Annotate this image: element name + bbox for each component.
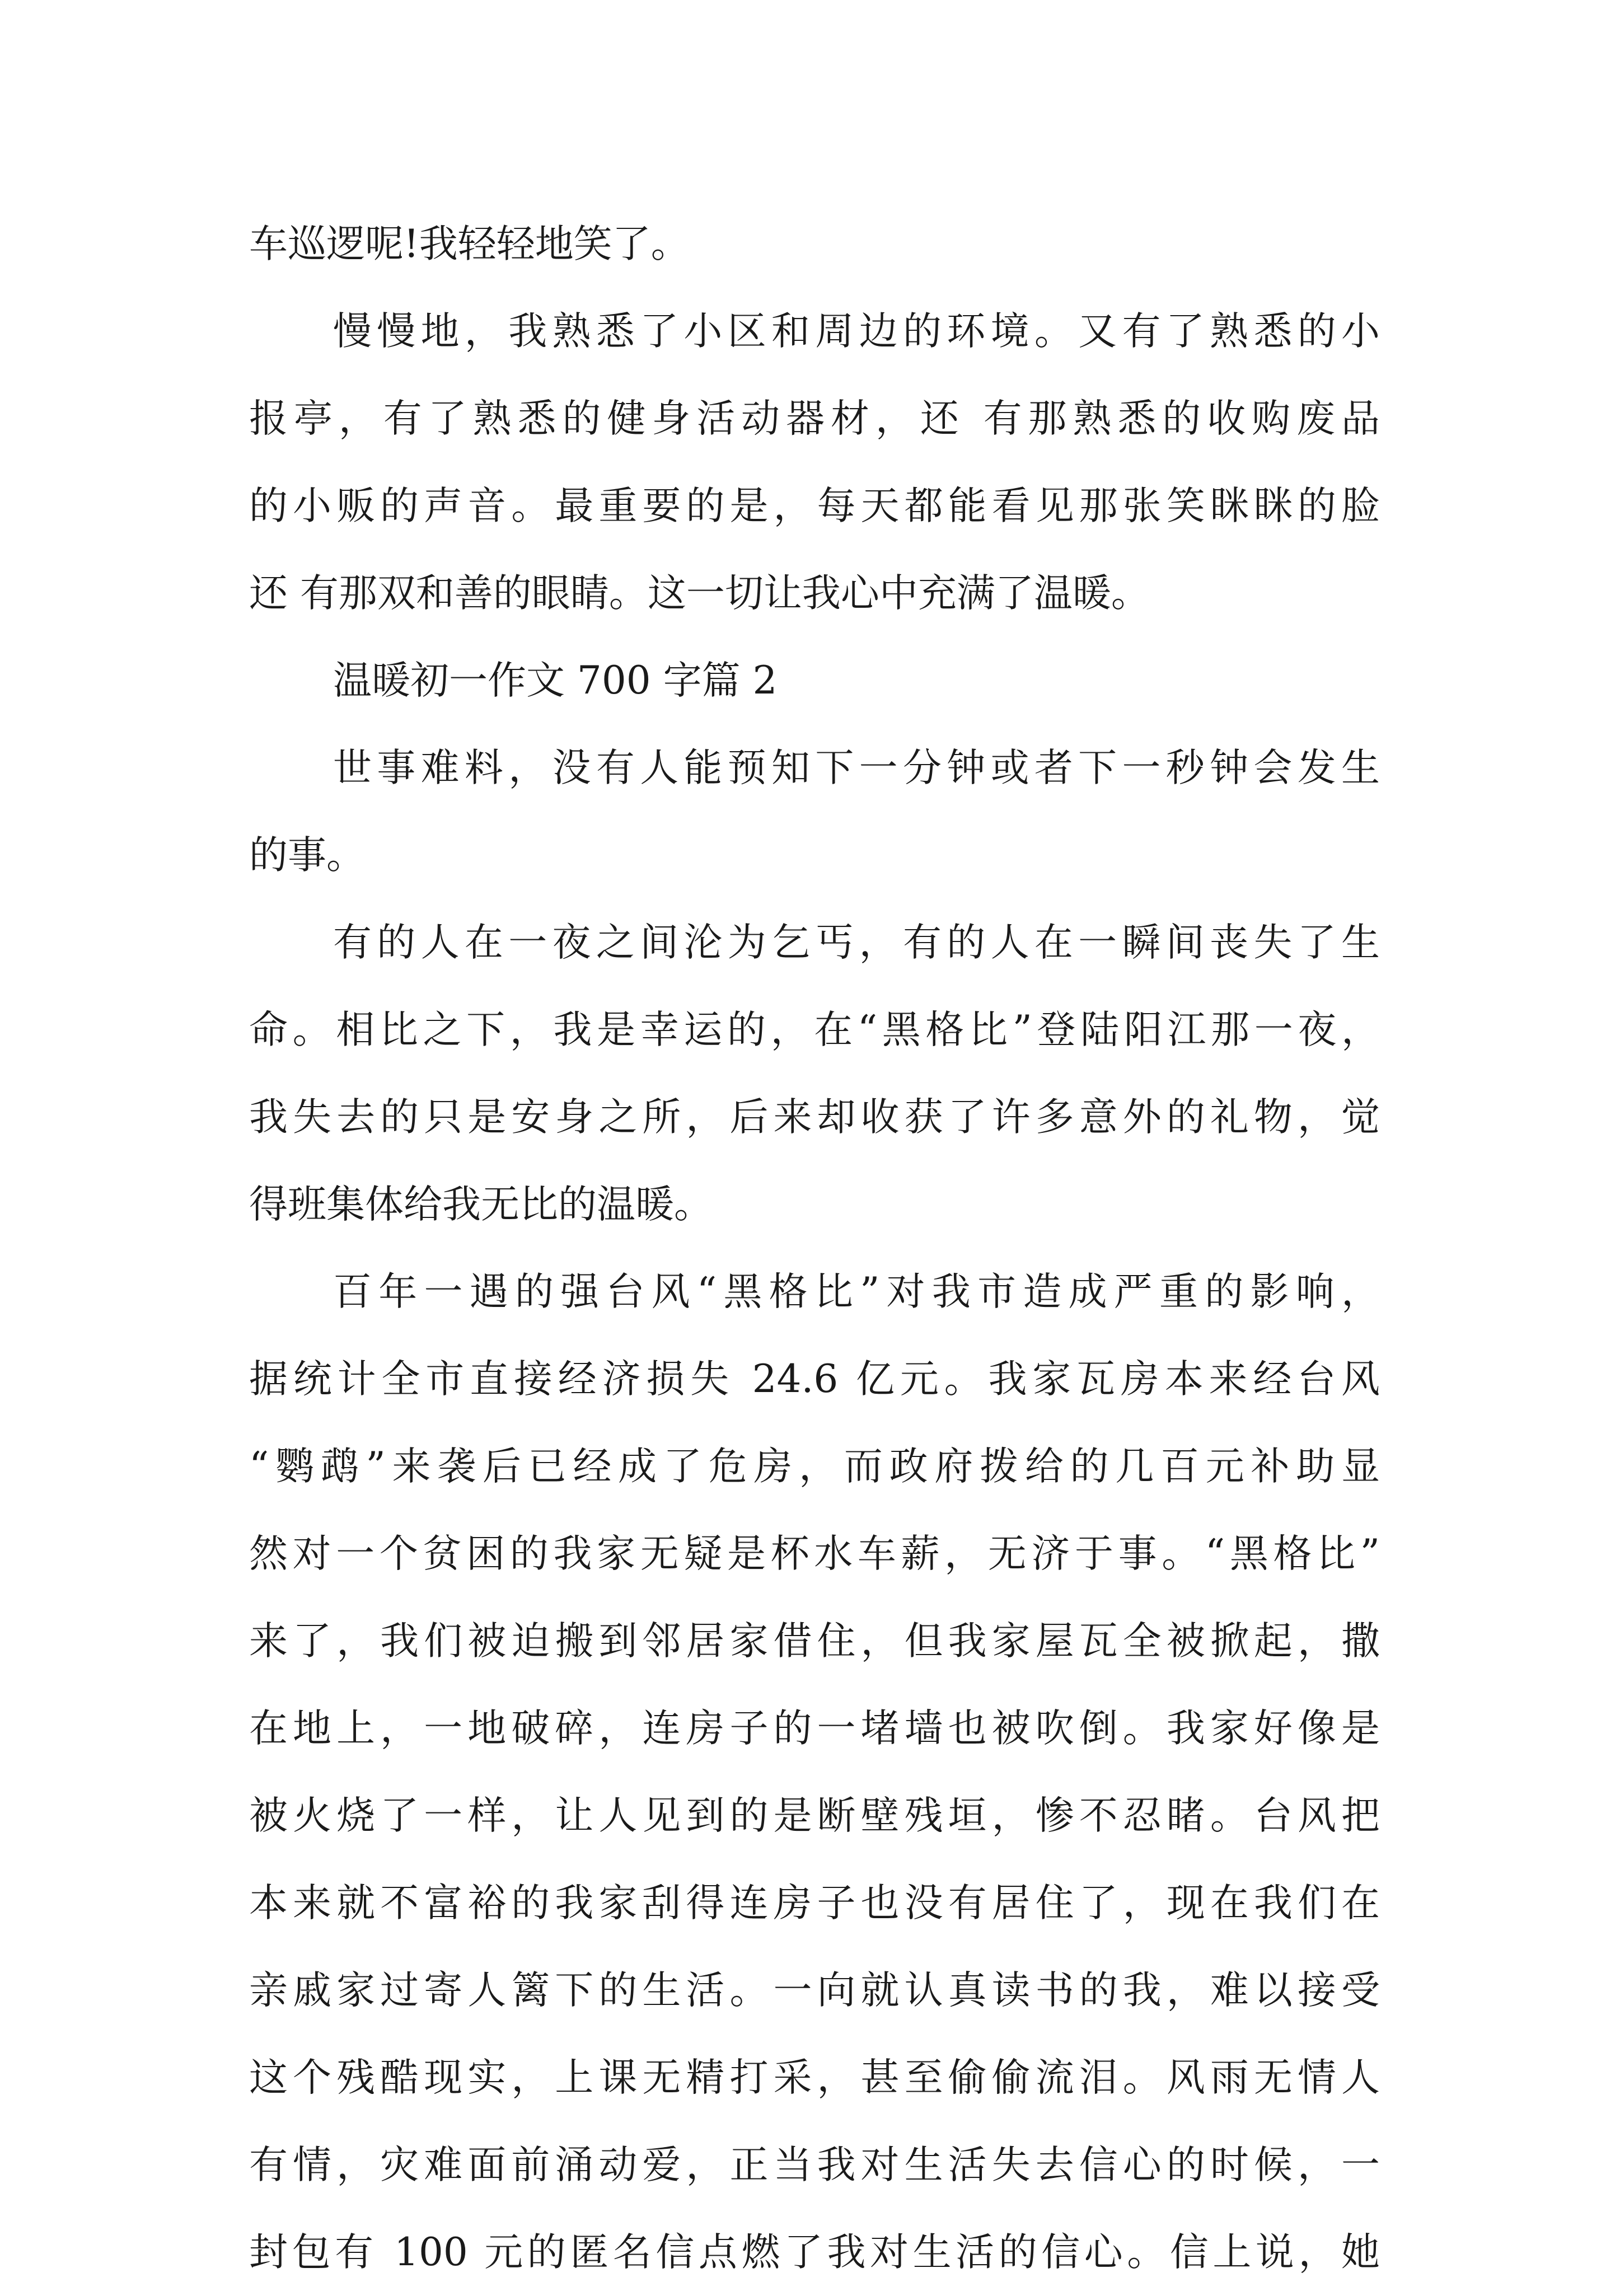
text-line: 命。相比之下，我是幸运的，在“黑格比”登陆阳江那一夜， <box>249 1008 1380 1052</box>
text-line: 得班集体给我无比的温暖。 <box>249 1182 713 1227</box>
text-line: 世事难料，没有人能预知下一分钟或者下一秒钟会发生 <box>333 746 1380 790</box>
document-body <box>249 200 1380 2296</box>
text-line: 有情，灾难面前涌动爱，正当我对生活失去信心的时候，一 <box>249 2143 1380 2187</box>
text-line: 我失去的只是安身之所，后来却收获了许多意外的礼物，觉 <box>249 1095 1380 1140</box>
text-line: 有的人在一夜之间沦为乞丐，有的人在一瞬间丧失了生 <box>333 920 1380 965</box>
text-line: 本来就不富裕的我家刮得连房子也没有居住了，现在我们在 <box>249 1881 1380 1925</box>
text-line: 温暖初一作文 700 字篇 2 <box>333 658 778 703</box>
text-line: 的小贩的声音。最重要的是，每天都能看见那张笑眯眯的脸 <box>249 484 1380 528</box>
text-line: 车巡逻呢!我轻轻地笑了。 <box>249 222 690 266</box>
text-line: 然对一个贫困的我家无疑是杯水车薪，无济于事。“黑格比” <box>249 1531 1380 1576</box>
text-line: 来了，我们被迫搬到邻居家借住，但我家屋瓦全被掀起，撒 <box>249 1619 1380 1664</box>
text-line: 在地上，一地破碎，连房子的一堵墙也被吹倒。我家好像是 <box>249 1706 1380 1751</box>
text-line: 还 有那双和善的眼睛。这一切让我心中充满了温暖。 <box>249 571 1150 616</box>
text-line: 被火烧了一样，让人见到的是断壁残垣，惨不忍睹。台风把 <box>249 1793 1380 1838</box>
text-line: 据统计全市直接经济损失 24.6 亿元。我家瓦房本来经台风 <box>249 1357 1380 1402</box>
text-line: 的事。 <box>249 833 365 878</box>
text-line: 亲戚家过寄人篱下的生活。一向就认真读书的我，难以接受 <box>249 1968 1380 2013</box>
text-line: “鹦鹉”来袭后已经成了危房，而政府拨给的几百元补助显 <box>249 1444 1380 1489</box>
text-line: 封包有 100 元的匿名信点燃了我对生活的信心。信上说，她 <box>249 2230 1380 2275</box>
text-line: 百年一遇的强台风“黑格比”对我市造成严重的影响， <box>333 1269 1380 1314</box>
text-line: 慢慢地，我熟悉了小区和周边的环境。又有了熟悉的小 <box>333 309 1380 354</box>
text-line: 报亭，有了熟悉的健身活动器材，还 有那熟悉的收购废品 <box>249 396 1380 441</box>
text-line: 这个残酷现实，上课无精打采，甚至偷偷流泪。风雨无情人 <box>249 2055 1380 2100</box>
